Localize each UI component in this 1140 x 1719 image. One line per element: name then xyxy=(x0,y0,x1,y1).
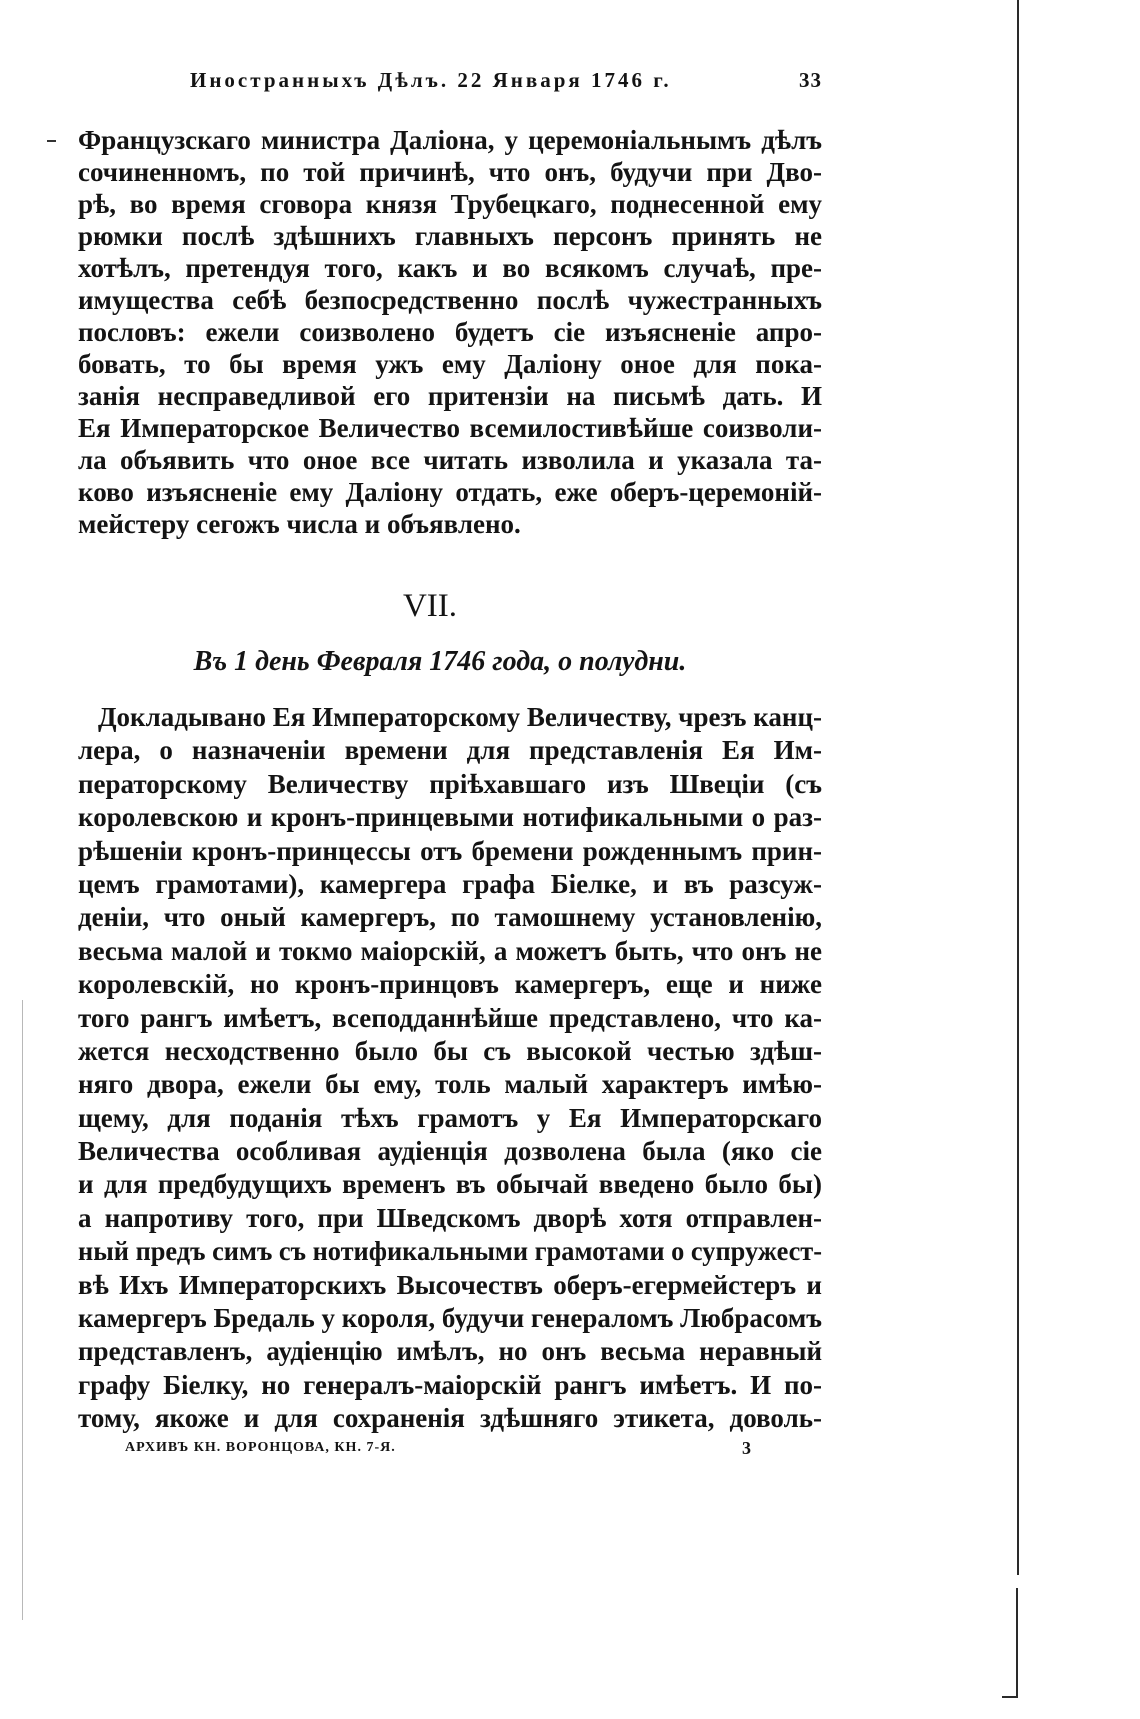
line-text: рѣ, во время сговора князя Трубецкаго, поднесенной ему xyxy=(78,189,822,219)
scan-edge-line xyxy=(1017,0,1019,1575)
line-text: лера, о назначеніи времени для представленія Ея Им- xyxy=(78,735,822,766)
text-line xyxy=(78,1235,822,1268)
text-line xyxy=(78,768,822,801)
line-text: королевскою и кронъ-принцевыми нотификальными о раз- xyxy=(78,802,822,833)
running-header xyxy=(78,64,822,96)
footer-signature-line xyxy=(125,1436,775,1460)
text-line xyxy=(78,835,822,868)
line-text: вѣ Ихъ Императорскихъ Высочествъ оберъ-егермейстеръ и xyxy=(78,1269,822,1300)
line-text: деніи, что оный камергеръ, по тамошнему установленію, xyxy=(78,902,822,933)
text-line xyxy=(78,1068,822,1101)
text-line xyxy=(78,1202,822,1235)
text-line xyxy=(78,1302,822,1335)
text-line xyxy=(78,1369,822,1402)
text-line xyxy=(78,1135,822,1168)
text-line xyxy=(78,284,822,316)
page-number: 33 xyxy=(799,68,822,92)
line-text: бовать, то бы время ужъ ему Даліону оное для пока- xyxy=(78,349,822,379)
text-line xyxy=(78,1335,822,1368)
line-text: и для предбудущихъ временъ въ обычай введено было бы) xyxy=(78,1169,822,1200)
line-text: а напротиву того, при Шведскомъ дворѣ хотя отправлен- xyxy=(78,1202,822,1233)
text-line xyxy=(78,220,822,252)
text-line xyxy=(78,380,822,412)
text-line xyxy=(78,1402,822,1435)
text-line xyxy=(78,1168,822,1201)
line-text: тому, якоже и для сохраненія здѣшняго этикета, доволь- xyxy=(78,1403,822,1434)
line-text: рюмки послѣ здѣшнихъ главныхъ персонъ принять не xyxy=(78,221,822,251)
line-text: представленъ, аудіенцію имѣлъ, но онъ весьма неравный xyxy=(78,1336,822,1367)
line-text: весьма малой и токмо маіорскій, а можетъ быть, что онъ не xyxy=(78,935,822,966)
line-text: ково изъясненіе ему Даліону отдать, еже оберъ-церемоній- xyxy=(78,477,822,507)
text-line xyxy=(78,1269,822,1302)
text-line xyxy=(78,348,822,380)
text-line xyxy=(78,476,822,508)
line-text: Величества особливая аудіенція дозволена была (яко сіе xyxy=(78,1136,822,1167)
text-line xyxy=(78,1102,822,1135)
text-line xyxy=(78,508,822,540)
text-line xyxy=(78,734,822,767)
scan-faint-line xyxy=(22,1000,23,1620)
line-text: имущества себѣ безпосредственно послѣ чужестранныхъ xyxy=(78,285,822,315)
text-line xyxy=(78,801,822,834)
text-line xyxy=(78,444,822,476)
line-text: камергеръ Бредаль у короля, будучи генераломъ Любрасомъ xyxy=(78,1303,822,1334)
text-line xyxy=(78,968,822,1001)
paragraph xyxy=(78,701,822,1436)
text-line xyxy=(78,316,822,348)
text-line xyxy=(78,1035,822,1068)
line-text: цемъ грамотами), камергера графа Біелке, и въ разсуж- xyxy=(78,868,823,899)
line-text: хотѣлъ, претендуя того, какъ и во всякомъ случаѣ, пре- xyxy=(78,253,823,283)
text-line xyxy=(78,1002,822,1035)
margin-dash-mark xyxy=(47,140,56,142)
line-text: Ея Императорское Величество всемилостивѣйше соизволи- xyxy=(78,413,822,443)
line-text: Французскаго министра Даліона, у церемоніальнымъ дѣлъ xyxy=(78,125,822,155)
line-text: Докладывано Ея Императорскому Величеству, чрезъ канц- xyxy=(98,702,822,732)
section-number: VII. xyxy=(402,588,458,624)
paragraph-continued xyxy=(78,124,822,540)
line-text: ла объявить что оное все читать изволила и указала та- xyxy=(78,445,822,475)
text-line xyxy=(78,412,822,444)
line-text: жется несходственно было бы съ высокой честью здѣш- xyxy=(78,1035,822,1066)
line-text: того рангъ имѣетъ, всеподданнѣйше представлено, что ка- xyxy=(78,1002,822,1033)
section-date-heading: Въ 1 день Февраля 1746 года, о полудни. xyxy=(193,646,687,677)
line-text: мейстеру сегожъ числа и объявлено. xyxy=(78,509,521,539)
line-text: сочиненномъ, по той причинѣ, что онъ, будучи при Дво- xyxy=(78,157,822,187)
text-line xyxy=(78,868,822,901)
text-line xyxy=(98,701,822,734)
line-text: королевскій, но кронъ-принцовъ камергеръ, еще и ниже xyxy=(78,969,822,1000)
line-text: пословъ: ежели соизволено будетъ сіе изъясненіе апро- xyxy=(78,317,822,347)
text-line xyxy=(78,124,822,156)
line-text: графу Біелку, но генералъ-маіорскій рангъ имѣетъ. И по- xyxy=(78,1369,822,1400)
line-text: рѣшеніи кронъ-принцессы отъ бремени рожденнымъ прин- xyxy=(78,835,823,866)
text-line xyxy=(78,901,822,934)
line-text: занія несправедливой его притензіи на письмѣ дать. И xyxy=(78,381,822,411)
sheet-number: 3 xyxy=(742,1438,751,1458)
text-line xyxy=(78,156,822,188)
text-line xyxy=(78,188,822,220)
line-text: щему, для поданія тѣхъ грамотъ у Ея Императорскаго xyxy=(78,1102,822,1133)
line-text: няго двора, ежели бы ему, толь малый характеръ имѣю- xyxy=(78,1069,823,1100)
text-line xyxy=(78,935,822,968)
running-title: Иностранныхъ Дѣлъ. 22 Января 1746 г. xyxy=(190,68,672,92)
line-text: ператорскому Величеству пріѣхавшаго изъ Швеціи (съ xyxy=(78,768,822,799)
scan-corner-mark xyxy=(1002,1588,1018,1698)
text-line xyxy=(78,252,822,284)
signature-mark: АРХИВЪ КН. ВОРОНЦОВА, КН. 7-Я. xyxy=(125,1440,396,1455)
line-text: ный предъ симъ съ нотификальными грамотами о супружест- xyxy=(78,1236,823,1267)
